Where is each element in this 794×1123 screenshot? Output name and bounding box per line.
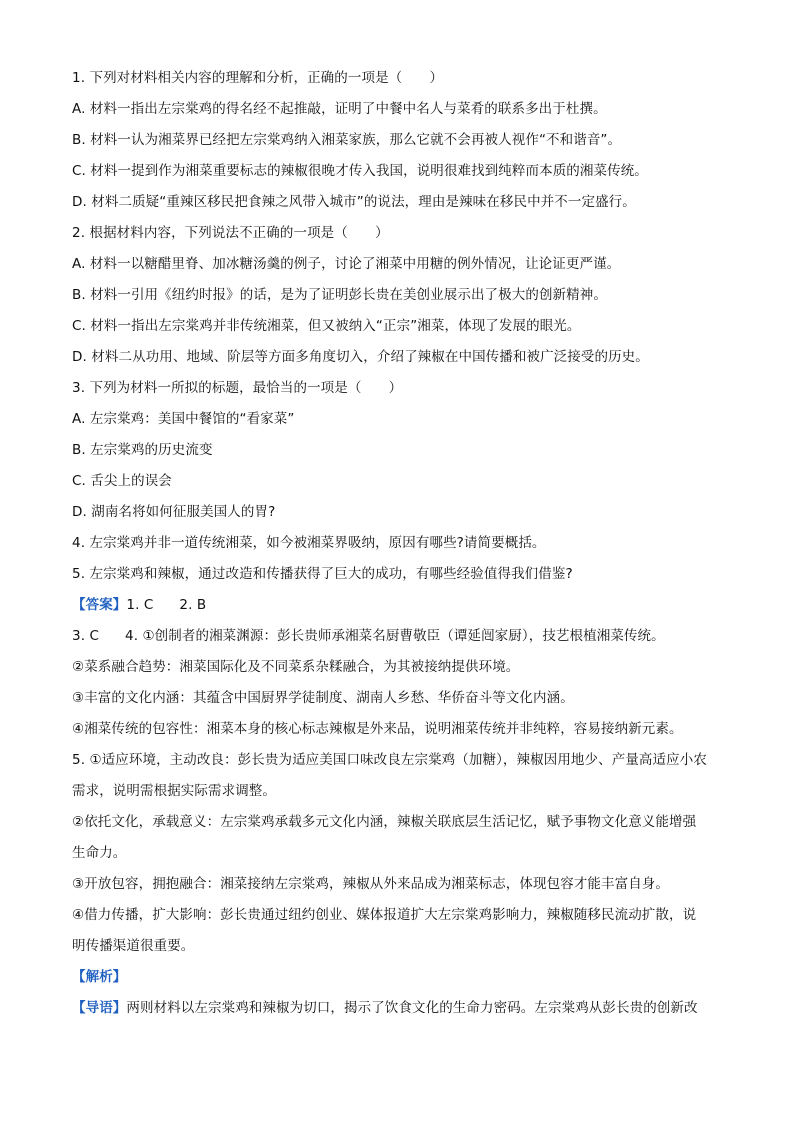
answer-4-point-1: 4. ①创制者的湘菜渊源：彭长贵师承湘菜名厨曹敬臣（谭延闿家厨），技艺根植湘菜传统。 — [125, 628, 665, 644]
answer-3: 3. C — [72, 628, 99, 644]
answer-4-point-2: ②菜系融合趋势：湘菜国际化及不同菜系杂糅融合，为其被接纳提供环境。 — [72, 659, 520, 675]
answer-5-point-4a: ④借力传播，扩大影响：彭长贵通过纽约创业、媒体报道扩大左宗棠鸡影响力，辣椒随移民流动扩散，说 — [72, 907, 697, 923]
question-2-option-b: B. 材料一引用《纽约时报》的话，是为了证明彭长贵在美创业展示出了极大的创新精神。 — [72, 287, 607, 303]
answer-5-point-1b: 需求，说明需根据实际需求调整。 — [72, 783, 276, 799]
answer-line-2 — [72, 621, 734, 652]
guide-line — [72, 993, 734, 1024]
question-4: 4. 左宗棠鸡并非一道传统湘菜，如今被湘菜界吸纳，原因有哪些?请简要概括。 — [72, 535, 546, 551]
question-1-option-d: D. 材料二质疑“重辣区移民把食辣之风带入城市”的说法，理由是辣味在移民中并不一定盛行。 — [72, 194, 636, 210]
question-2-option-c: C. 材料一指出左宗棠鸡并非传统湘菜，但又被纳入“正宗”湘菜，体现了发展的眼光。 — [72, 318, 581, 334]
answer-5-point-3: ③开放包容，拥抱融合：湘菜接纳左宗棠鸡，辣椒从外来品成为湘菜标志，体现包容才能丰富自身。 — [72, 876, 670, 892]
question-2-option-d: D. 材料二从功用、地域、阶层等方面多角度切入，介绍了辣椒在中国传播和被广泛接受的历史。 — [72, 349, 649, 365]
question-1-stem: 1. 下列对材料相关内容的理解和分析，正确的一项是（ ） — [72, 70, 444, 86]
question-2-option-a: A. 材料一以糖醋里脊、加冰糖汤羹的例子，讨论了湘菜中用糖的例外情况，让论证更严谨。 — [72, 256, 621, 272]
question-3-option-b: B. 左宗棠鸡的历史流变 — [72, 442, 213, 458]
question-3-option-c: C. 舌尖上的误会 — [72, 473, 172, 489]
guide-label: 【导语】 — [72, 1000, 127, 1016]
answer-5-point-2a: ②依托文化，承载意义：左宗棠鸡承载多元文化内涵，辣椒关联底层生活记忆，赋予事物文化意义能增强 — [72, 814, 697, 830]
answer-2: 2. B — [179, 597, 207, 613]
answer-5-point-2b: 生命力。 — [72, 845, 127, 861]
answer-4-point-4: ④湘菜传统的包容性：湘菜本身的核心标志辣椒是外来品，说明湘菜传统并非纯粹，容易接纳新元素。 — [72, 721, 683, 737]
answer-5-point-1a: 5. ①适应环境，主动改良：彭长贵为适应美国口味改良左宗棠鸡（加糖），辣椒因用地少、产量高适应小农 — [72, 752, 707, 768]
question-1-option-a: A. 材料一指出左宗棠鸡的得名经不起推敲，证明了中餐中名人与菜肴的联系多出于杜撰。 — [72, 101, 607, 117]
question-3-option-d: D. 湖南名将如何征服美国人的胃? — [72, 504, 276, 520]
answer-4-point-3: ③丰富的文化内涵：其蕴含中国厨界学徒制度、湖南人乡愁、华侨奋斗等文化内涵。 — [72, 690, 574, 706]
answer-5-point-4b: 明传播渠道很重要。 — [72, 938, 195, 954]
question-3-stem: 3. 下列为材料一所拟的标题，最恰当的一项是（ ） — [72, 380, 403, 396]
answer-line-1 — [72, 590, 734, 621]
answer-1: 1. C — [126, 597, 154, 613]
question-1-option-c: C. 材料一提到作为湘菜重要标志的辣椒很晚才传入我国，说明很难找到纯粹而本质的湘菜传统。 — [72, 163, 648, 179]
guide-text: 两则材料以左宗棠鸡和辣椒为切口，揭示了饮食文化的生命力密码。左宗棠鸡从彭长贵的创新改 — [126, 1000, 698, 1016]
question-1-option-b: B. 材料一认为湘菜界已经把左宗棠鸡纳入湘菜家族，那么它就不会再被人视作“不和谐音”。 — [72, 132, 622, 148]
answer-label: 【答案】 — [72, 597, 127, 613]
analysis-heading — [72, 962, 734, 993]
analysis-label: 【解析】 — [72, 969, 127, 985]
question-5: 5. 左宗棠鸡和辣椒，通过改造和传播获得了巨大的成功，有哪些经验值得我们借鉴? — [72, 566, 573, 582]
question-3-option-a: A. 左宗棠鸡：美国中餐馆的“看家菜” — [72, 411, 295, 427]
question-2-stem: 2. 根据材料内容，下列说法不正确的一项是（ ） — [72, 225, 389, 241]
